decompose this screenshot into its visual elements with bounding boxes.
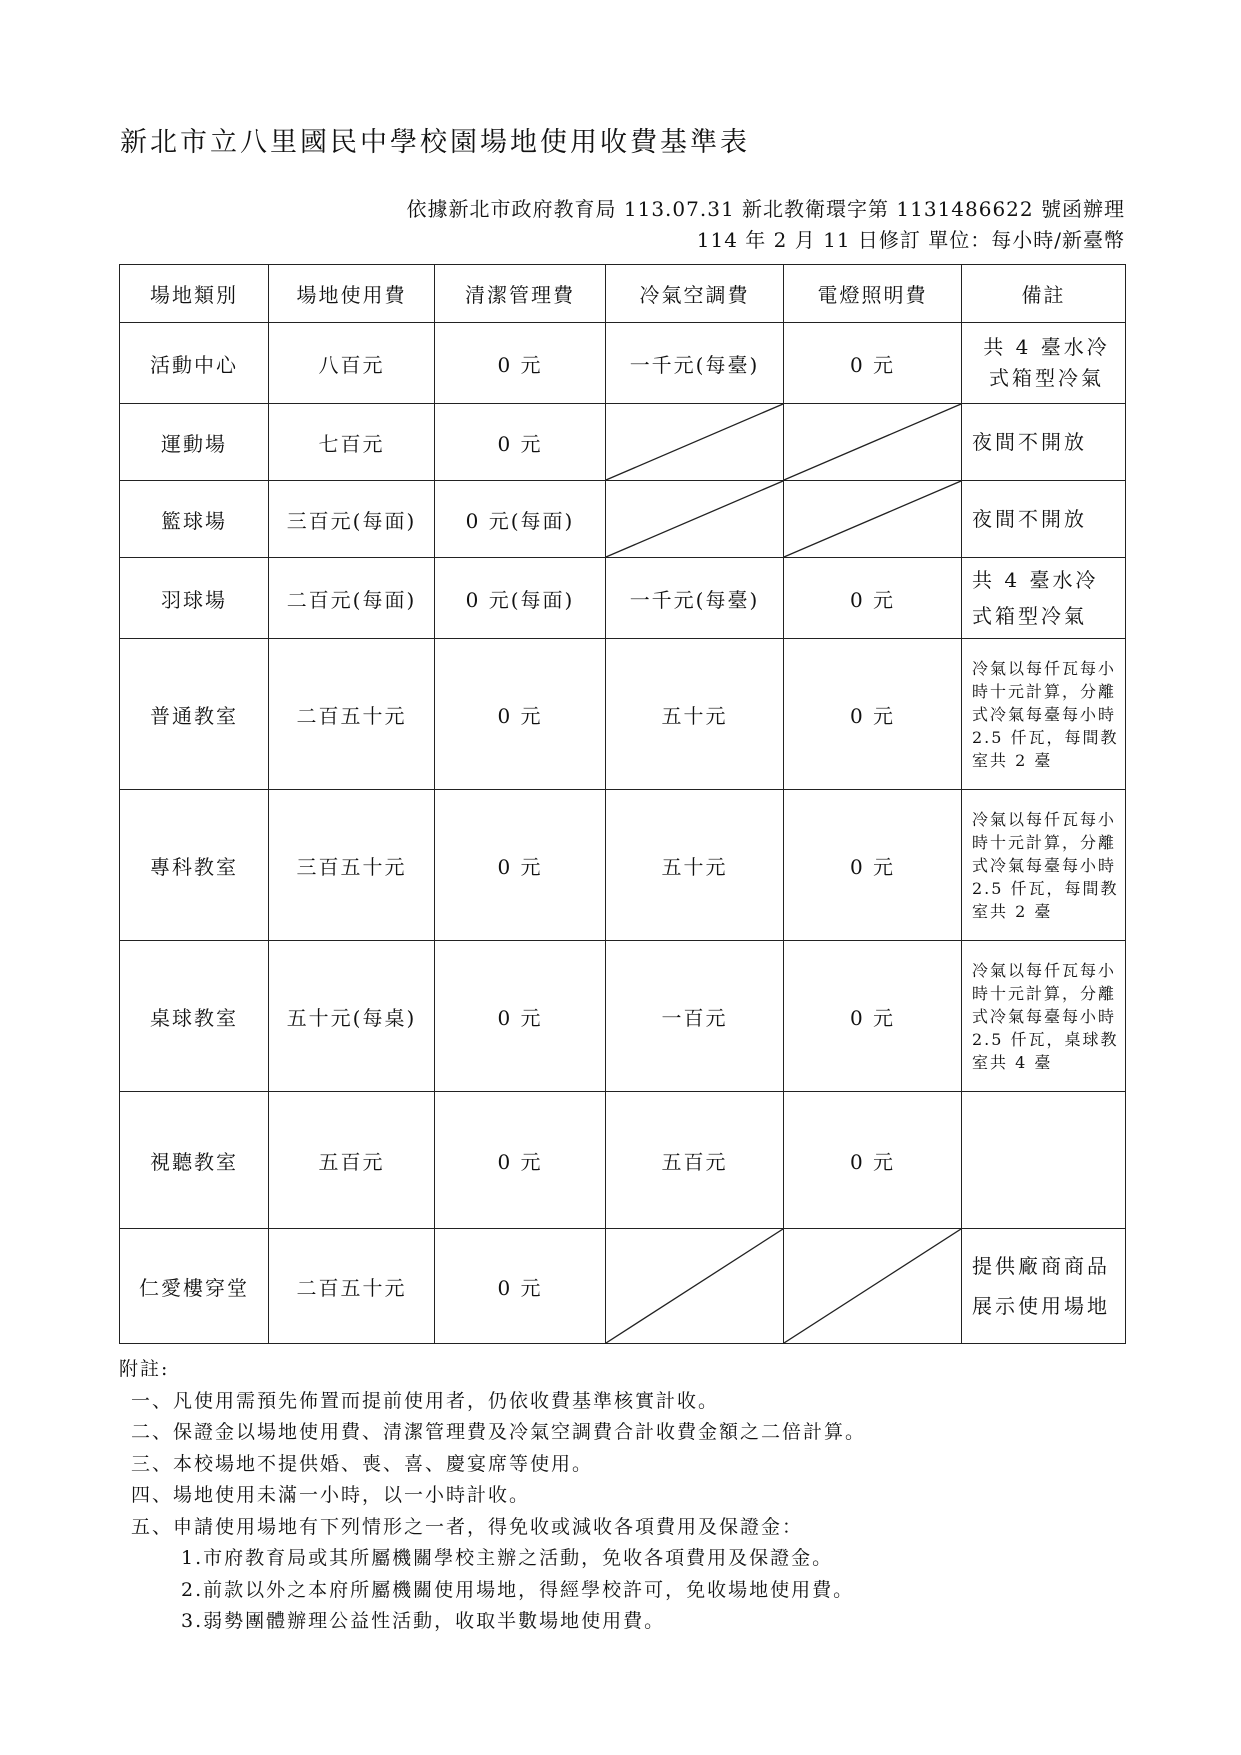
ac-fee-not-applicable-cell — [606, 481, 784, 558]
table-row — [120, 481, 1126, 558]
usage-fee-cell: 二百元(每面) — [269, 558, 435, 639]
lighting-fee-cell: 0 元 — [784, 323, 962, 404]
remark-cell: 夜間不開放 — [962, 404, 1126, 481]
lighting-fee-not-applicable-cell — [784, 1229, 962, 1344]
table-header-row — [120, 265, 1126, 323]
note-subitem: 1.市府教育局或其所屬機關學校主辦之活動，免收各項費用及保證金。 — [181, 1547, 834, 1569]
notes-section — [119, 1354, 1129, 1638]
remark-cell: 共 4 臺水冷式箱型冷氣 — [962, 323, 1126, 404]
note-item: 四、場地使用未滿一小時，以一小時計收。 — [131, 1484, 531, 1506]
note-item: 二、保證金以場地使用費、清潔管理費及冷氣空調費合計收費金額之二倍計算。 — [131, 1421, 867, 1443]
basis-line-1: 依據新北市政府教育局 113.07.31 新北教衛環字第 1131486622 號函辦理 — [406, 197, 1125, 221]
venue-cell: 桌球教室 — [120, 941, 269, 1092]
remark-cell — [962, 1092, 1126, 1229]
cleaning-fee-cell: 0 元 — [435, 639, 606, 790]
venue-cell: 運動場 — [120, 404, 269, 481]
cleaning-fee-cell: 0 元(每面) — [435, 481, 606, 558]
note-item: 三、本校場地不提供婚、喪、喜、慶宴席等使用。 — [131, 1452, 594, 1475]
diagonal-slash-icon — [606, 481, 783, 557]
table-row — [120, 639, 1126, 790]
note-item: 五、申請使用場地有下列情形之一者，得免收或減收各項費用及保證金： — [131, 1515, 804, 1538]
header-remark: 備註 — [962, 265, 1126, 323]
usage-fee-cell: 二百五十元 — [269, 1229, 435, 1344]
remark-cell: 提供廠商商品展示使用場地 — [962, 1229, 1126, 1344]
ac-fee-cell: 一千元(每臺) — [606, 323, 784, 404]
table-row — [120, 558, 1126, 639]
header-venue: 場地類別 — [120, 265, 269, 323]
page-title: 新北市立八里國民中學校園場地使用收費基準表 — [120, 127, 750, 158]
remark-cell: 共 4 臺水冷式箱型冷氣 — [962, 558, 1126, 639]
basis-block — [407, 194, 1125, 256]
cleaning-fee-cell: 0 元 — [435, 323, 606, 404]
venue-cell: 仁愛樓穿堂 — [120, 1229, 269, 1344]
remark-cell: 夜間不開放 — [962, 481, 1126, 558]
venue-cell: 活動中心 — [120, 323, 269, 404]
cleaning-fee-cell: 0 元 — [435, 941, 606, 1092]
usage-fee-cell: 三百五十元 — [269, 790, 435, 941]
diagonal-slash-icon — [784, 481, 961, 557]
lighting-fee-not-applicable-cell — [784, 481, 962, 558]
ac-fee-cell: 五十元 — [606, 639, 784, 790]
cleaning-fee-cell: 0 元 — [435, 790, 606, 941]
table-row — [120, 404, 1126, 481]
ac-fee-not-applicable-cell — [606, 1229, 784, 1344]
header-lighting-fee: 電燈照明費 — [784, 265, 962, 323]
table-row — [120, 1092, 1126, 1229]
venue-cell: 普通教室 — [120, 639, 269, 790]
basis-line-2: 114 年 2 月 11 日修訂 單位：每小時/新臺幣 — [696, 228, 1125, 252]
diagonal-slash-icon — [606, 1229, 783, 1343]
table-row — [120, 941, 1126, 1092]
cleaning-fee-cell: 0 元 — [435, 1092, 606, 1229]
venue-cell: 視聽教室 — [120, 1092, 269, 1229]
usage-fee-cell: 二百五十元 — [269, 639, 435, 790]
remark-cell: 冷氣以每仟瓦每小時十元計算，分離式冷氣每臺每小時 2.5 仟瓦，每間教室共 2 臺 — [962, 639, 1126, 790]
diagonal-slash-icon — [784, 1229, 961, 1343]
note-subitem: 3.弱勢團體辦理公益性活動，收取半數場地使用費。 — [181, 1610, 666, 1632]
ac-fee-not-applicable-cell — [606, 404, 784, 481]
fee-table — [119, 264, 1126, 1344]
ac-fee-cell: 一千元(每臺) — [606, 558, 784, 639]
lighting-fee-cell: 0 元 — [784, 941, 962, 1092]
venue-cell: 羽球場 — [120, 558, 269, 639]
ac-fee-cell: 五十元 — [606, 790, 784, 941]
usage-fee-cell: 三百元(每面) — [269, 481, 435, 558]
notes-heading: 附註: — [119, 1358, 170, 1380]
ac-fee-cell: 五百元 — [606, 1092, 784, 1229]
ac-fee-cell: 一百元 — [606, 941, 784, 1092]
cleaning-fee-cell: 0 元 — [435, 1229, 606, 1344]
cleaning-fee-cell: 0 元 — [435, 404, 606, 481]
lighting-fee-cell: 0 元 — [784, 1092, 962, 1229]
venue-cell: 籃球場 — [120, 481, 269, 558]
lighting-fee-cell: 0 元 — [784, 639, 962, 790]
remark-cell: 冷氣以每仟瓦每小時十元計算，分離式冷氣每臺每小時 2.5 仟瓦，每間教室共 2 臺 — [962, 790, 1126, 941]
table-row — [120, 323, 1126, 404]
venue-cell: 專科教室 — [120, 790, 269, 941]
lighting-fee-not-applicable-cell — [784, 404, 962, 481]
cleaning-fee-cell: 0 元(每面) — [435, 558, 606, 639]
header-ac-fee: 冷氣空調費 — [606, 265, 784, 323]
diagonal-slash-icon — [784, 404, 961, 480]
lighting-fee-cell: 0 元 — [784, 558, 962, 639]
usage-fee-cell: 八百元 — [269, 323, 435, 404]
usage-fee-cell: 五十元(每桌) — [269, 941, 435, 1092]
table-row — [120, 790, 1126, 941]
header-cleaning-fee: 清潔管理費 — [435, 265, 606, 323]
lighting-fee-cell: 0 元 — [784, 790, 962, 941]
diagonal-slash-icon — [606, 404, 783, 480]
usage-fee-cell: 七百元 — [269, 404, 435, 481]
header-usage-fee: 場地使用費 — [269, 265, 435, 323]
remark-cell: 冷氣以每仟瓦每小時十元計算，分離式冷氣每臺每小時 2.5 仟瓦，桌球教室共 4 臺 — [962, 941, 1126, 1092]
usage-fee-cell: 五百元 — [269, 1092, 435, 1229]
note-subitem: 2.前款以外之本府所屬機關使用場地，得經學校許可，免收場地使用費。 — [181, 1578, 855, 1601]
note-item: 一、凡使用需預先佈置而提前使用者，仍依收費基準核實計收。 — [131, 1389, 720, 1412]
table-row — [120, 1229, 1126, 1344]
